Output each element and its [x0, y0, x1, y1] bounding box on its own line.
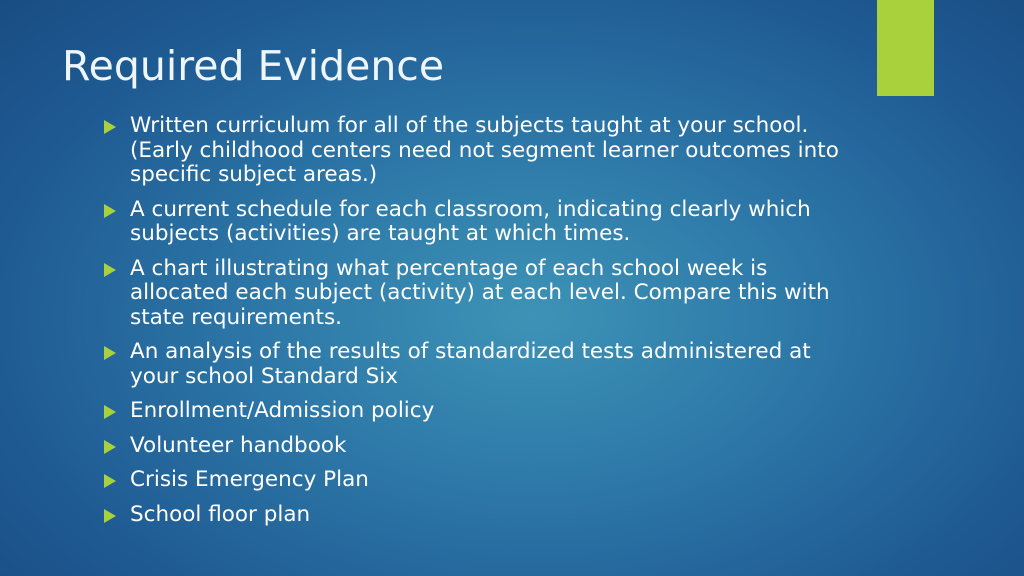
triangle-bullet-icon [104, 440, 116, 454]
bullet-item [104, 468, 864, 493]
bullet-text: Volunteer handbook [130, 432, 347, 458]
bullet-text: A chart illustrating what percentage of each school week is allocated each subject (activity) at each level. Compare this with state requirements. [130, 255, 830, 330]
triangle-bullet-icon [104, 346, 116, 360]
slide-title: Required Evidence [62, 42, 445, 90]
bullet-text: An analysis of the results of standardized tests administered at your school Standard Six [130, 339, 811, 389]
triangle-bullet-icon [104, 474, 116, 488]
bullet-text: Enrollment/Admission policy [130, 398, 435, 423]
triangle-bullet-icon [104, 263, 116, 277]
triangle-bullet-icon [104, 120, 116, 134]
bullet-text: Crisis Emergency Plan [130, 467, 369, 492]
bullet-item [104, 114, 864, 188]
bullet-item [104, 198, 864, 247]
triangle-bullet-icon [104, 405, 116, 419]
bullet-list [104, 114, 864, 537]
bullet-text: A current schedule for each classroom, indicating clearly which subjects (activities) are taught at which times. [130, 196, 811, 246]
bullet-item [104, 434, 864, 459]
bullet-text: Written curriculum for all of the subjects taught at your school. (Early childhood centers need not segment learner outcomes into specific subject areas.) [130, 113, 839, 187]
bullet-item [104, 340, 864, 389]
bullet-text: School floor plan [130, 501, 311, 527]
accent-bar [877, 0, 934, 96]
bullet-item [104, 399, 864, 424]
triangle-bullet-icon [104, 509, 116, 523]
bullet-item [104, 257, 864, 331]
triangle-bullet-icon [104, 204, 116, 218]
bullet-item [104, 503, 864, 528]
